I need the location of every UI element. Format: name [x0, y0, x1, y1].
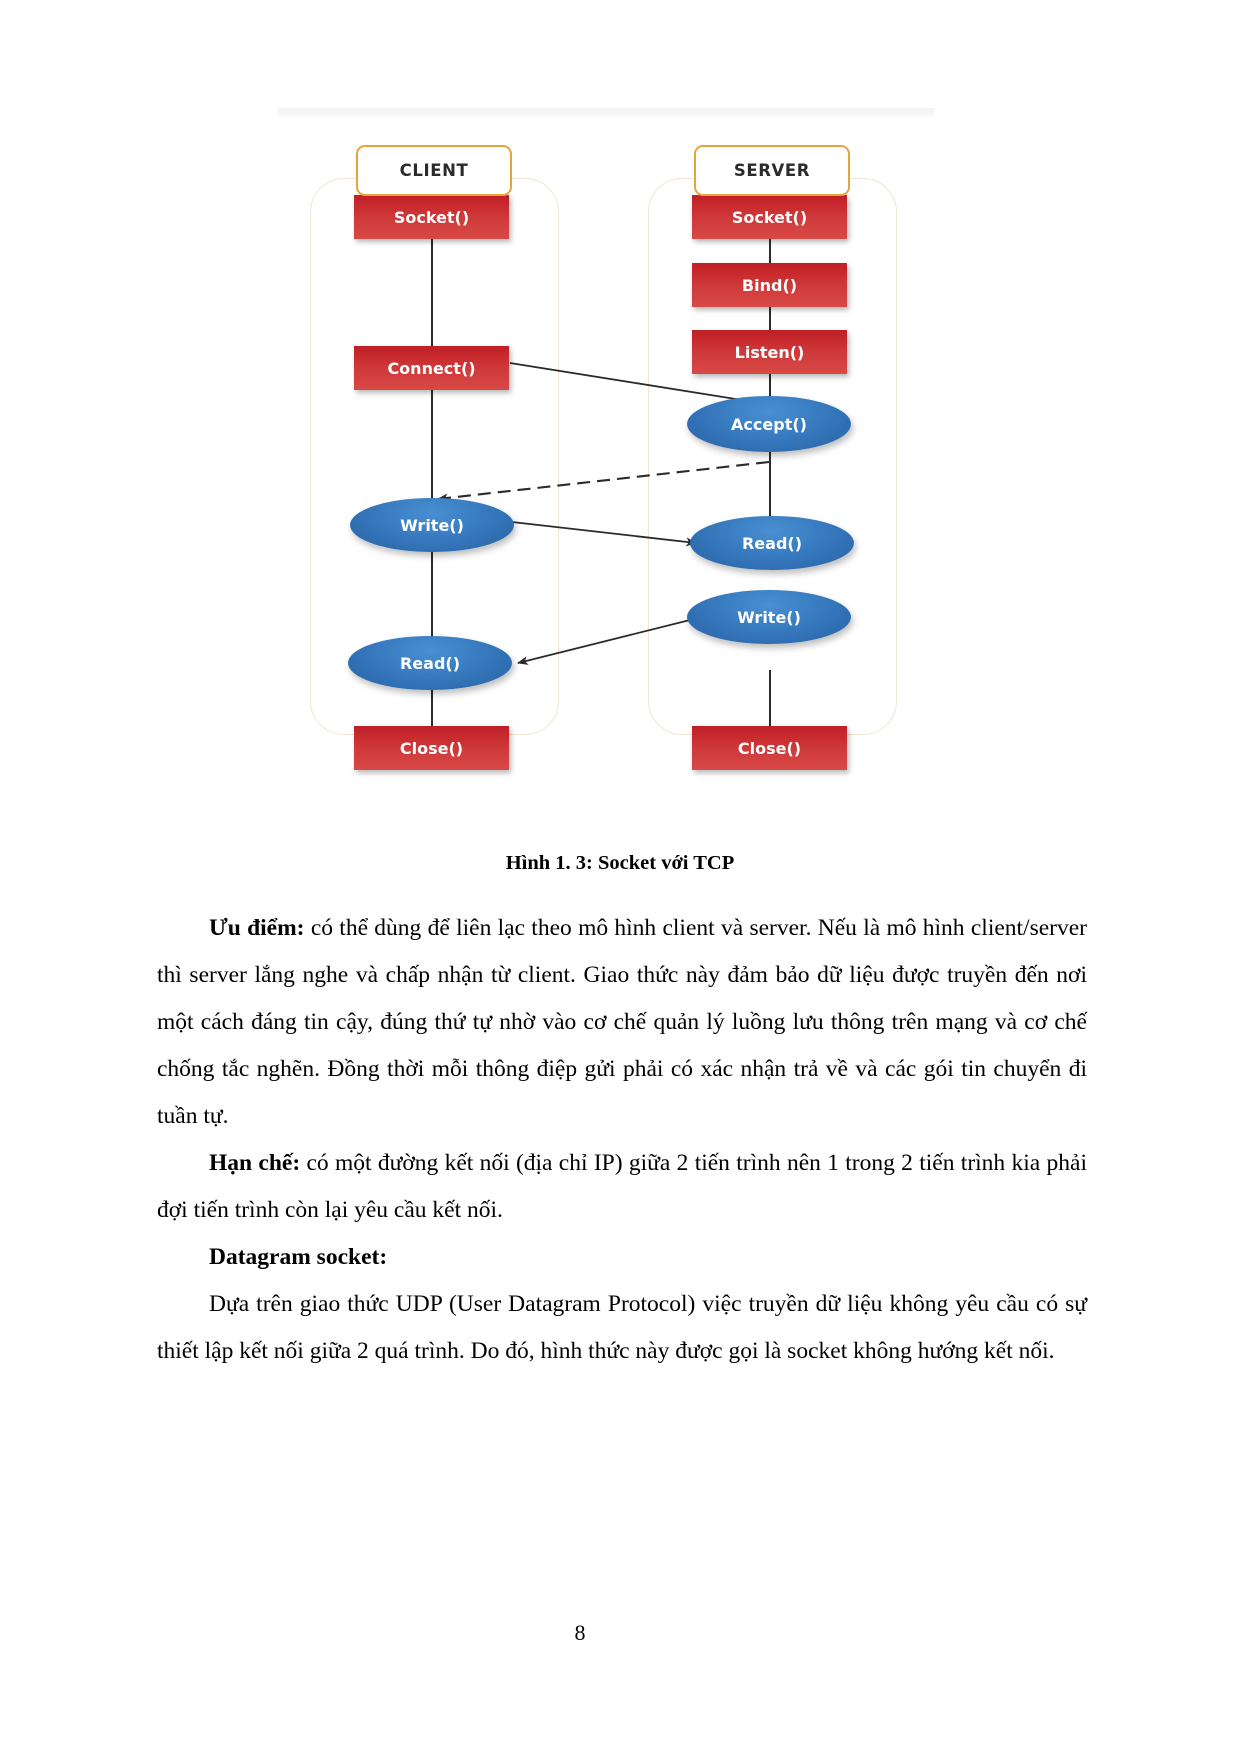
uu-diem-lead: Ưu điểm: — [209, 915, 305, 941]
node-label: Write() — [737, 607, 801, 627]
client-line-read-close — [431, 686, 433, 728]
node-label: Bind() — [741, 275, 798, 295]
client-node-write — [350, 498, 514, 552]
server-node-socket — [692, 195, 847, 239]
paragraph-han-che — [157, 1140, 1087, 1234]
uu-diem-text: có thể dùng để liên lạc theo mô hình client và server. Nếu là mô hình client/server thì server lắng nghe và chấp nhận từ client. Giao thức này đảm bảo dữ liệu được truyền đến nơi một cách đáng tin cậy, đúng thứ tự nhờ vào cơ chế quản lý luồng lưu thông trên mạng và cơ chế chống tắc nghẽn. Đồng thời mỗi thông điệp gửi phải có xác nhận trả về và các gói tin chuyển đi tuần tự. — [157, 915, 1087, 1129]
figure-caption: Hình 1. 3: Socket với TCP — [505, 852, 735, 874]
server-node-accept — [687, 396, 851, 452]
figure-socket-tcp — [278, 108, 934, 838]
server-node-bind — [692, 263, 847, 307]
server-lane — [648, 178, 897, 735]
server-header: SERVER — [694, 145, 850, 196]
node-label: Accept() — [731, 414, 807, 434]
server-node-read — [690, 516, 854, 570]
paragraph-datagram: Dựa trên giao thức UDP (User Datagram Protocol) việc truyền dữ liệu không yêu cầu có sự thiết lập kết nối giữa 2 quá trình. Do đó, hình thức này được gọi là socket không hướng kết nối. — [157, 1291, 1087, 1364]
client-line-write-read — [431, 548, 433, 643]
client-node-socket — [354, 195, 509, 239]
client-node-read — [348, 636, 512, 690]
document-body — [157, 905, 1087, 1375]
node-label: Socket() — [731, 207, 808, 227]
node-label: Read() — [399, 653, 461, 673]
han-che-text: có một đường kết nối (địa chỉ IP) giữa 2 tiến trình nên 1 trong 2 tiến trình kia phải đợi tiến trình còn lại yêu cầu kết nối. — [157, 1150, 1087, 1223]
client-line-socket-connect — [431, 238, 433, 348]
figure-top-edge — [278, 108, 934, 118]
node-label: Socket() — [393, 207, 470, 227]
server-node-close — [692, 726, 847, 770]
server-node-listen — [692, 330, 847, 374]
server-line-write-close — [769, 670, 771, 728]
figure-canvas — [278, 118, 934, 838]
client-header: CLIENT — [356, 145, 512, 196]
node-label: Close() — [399, 738, 464, 758]
node-label: Connect() — [387, 358, 476, 378]
node-label: Close() — [737, 738, 802, 758]
client-node-close — [354, 726, 509, 770]
heading-datagram-socket: Datagram socket: — [209, 1244, 388, 1270]
han-che-lead: Hạn chế: — [209, 1150, 301, 1176]
paragraph-uu-diem — [157, 905, 1087, 1140]
client-line-connect-write — [431, 390, 433, 500]
node-label: Write() — [400, 515, 464, 535]
page-number: 8 — [574, 1620, 586, 1645]
server-node-write — [687, 590, 851, 644]
node-label: Listen() — [734, 342, 805, 362]
node-label: Read() — [741, 533, 803, 553]
client-node-connect — [354, 346, 509, 390]
